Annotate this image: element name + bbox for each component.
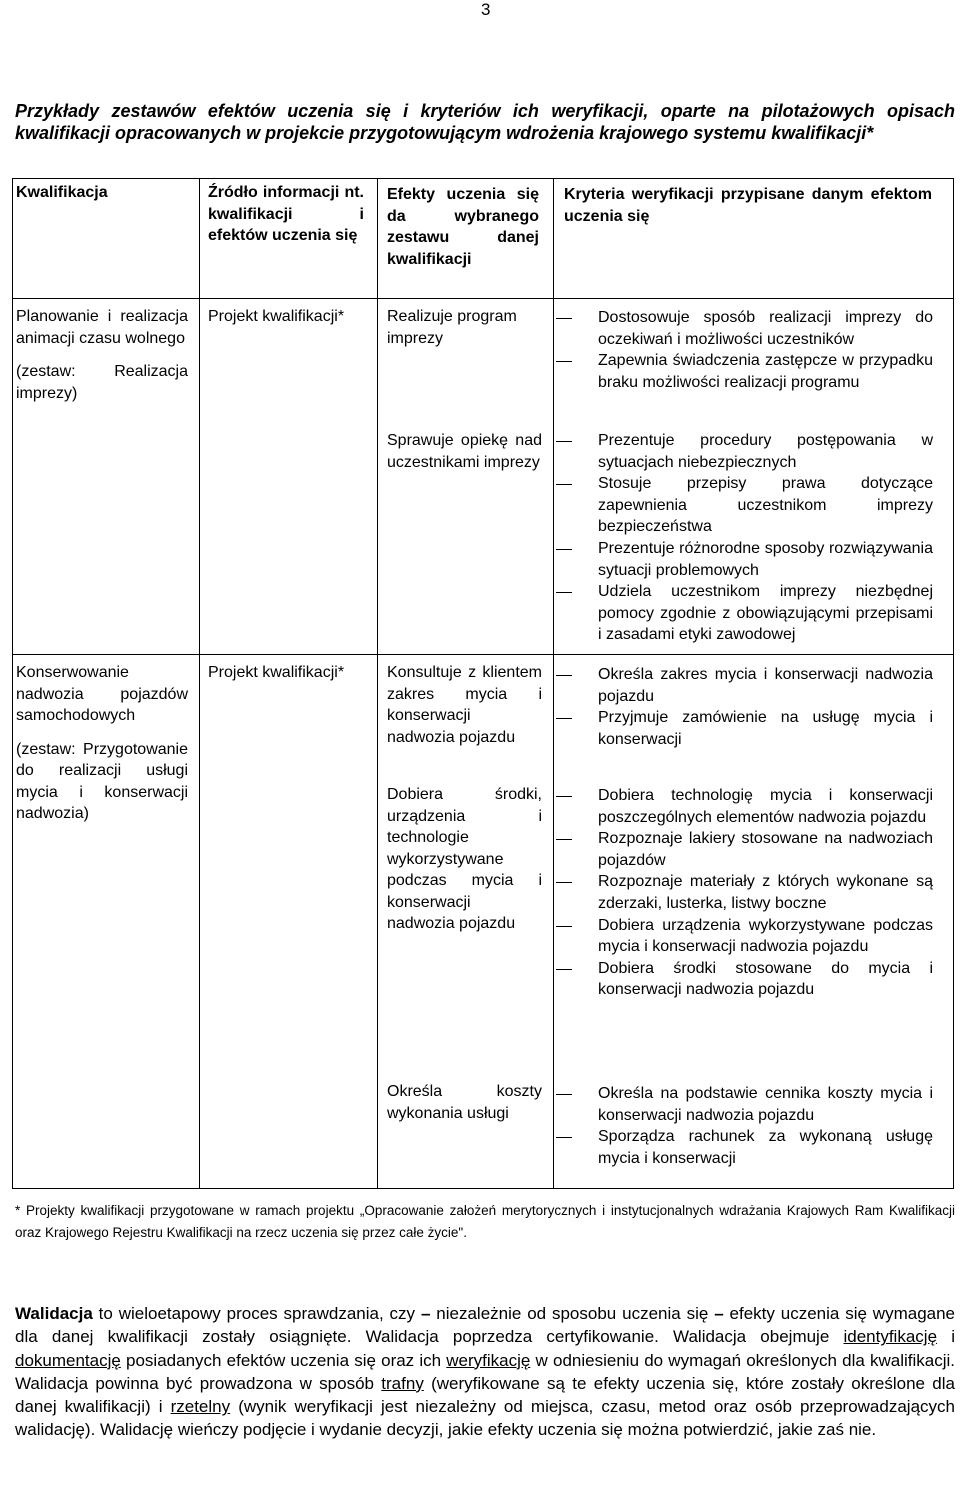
row1-source: Projekt kwalifikacji* [208, 308, 345, 325]
table-header-divider [12, 298, 954, 299]
criterion-item: Określa na podstawie cennika koszty mycia i konserwacji nadwozia pojazdu [556, 1083, 933, 1126]
page-number: 3 [481, 0, 491, 19]
text-segment: posiadanych efektów uczenia się oraz ich [120, 1350, 447, 1370]
text-segment: to wieloetapowy proces sprawdzania, czy [92, 1304, 421, 1323]
underlined-term: dokumentację [15, 1350, 121, 1370]
table-border-left [12, 178, 13, 1189]
validation-paragraph [15, 1302, 955, 1442]
criterion-item: Dostosowuje sposób realizacji imprezy do oczekiwań i możliwości uczestników [556, 307, 933, 350]
criterion-item: Przyjmuje zamówienie na usługę mycia i konserwacji [556, 707, 933, 750]
text-segment: efekty uczenia się wymagane dla danej kwalifikacji zostały osiągnięte. Walidacja poprzedza certyfikowanie. Walidacja obejmuje [15, 1304, 956, 1347]
table-border-right [953, 178, 954, 1189]
table-column-divider [553, 178, 554, 1189]
text-segment: niezależnie od sposobu uczenia się [430, 1304, 715, 1323]
header-criteria: Kryteria weryfikacji przypisane danym efektom uczenia się [564, 186, 932, 225]
row2-outcome3: Określa koszty wykonania usługi [387, 1083, 542, 1122]
term-walidacja: Walidacja [15, 1304, 93, 1323]
row1-criteria1-list [556, 307, 933, 393]
criterion-item: Stosuje przepisy prawa dotyczące zapewnienia uczestnikom imprezy bezpieczeństwa [556, 473, 933, 538]
text-segment: (wynik weryfikacji jest niezależny od miejsca, czasu, metod oraz osób przeprowadzających walidację). Walidację wieńczy podjęcie i wydanie decyzji, jakie efekty uczenia się można potwierdzić, jakie zaś nie. [15, 1397, 955, 1440]
criterion-item: Dobiera technologię mycia i konserwacji poszczególnych elementów nadwozia pojazdu [556, 785, 933, 828]
row1-qualification-name: Planowanie i realizacja animacji czasu wolnego [16, 308, 188, 347]
footnote: * Projekty kwalifikacji przygotowane w ramach projektu „Opracowanie założeń merytorycznych i instytucjonalnych wdrażania Krajowych Ram Kwalifikacji oraz Krajowego Rejestru Kwalifikacji na rzecz uczenia się przez całe życie". [15, 1203, 955, 1240]
qualifications-table [12, 178, 954, 1188]
row1-outcome1: Realizuje program imprezy [387, 308, 517, 347]
criterion-item: Rozpoznaje materiały z których wykonane są zderzaki, lusterka, listwy boczne [556, 871, 933, 914]
criterion-item: Prezentuje różnorodne sposoby rozwiązywania sytuacji problemowych [556, 538, 933, 581]
row2-qualification [16, 662, 188, 825]
row2-criteria1-list [556, 664, 933, 750]
table-row-divider [12, 654, 954, 655]
criterion-item: Prezentuje procedury postępowania w sytuacjach niebezpiecznych [556, 430, 933, 473]
header-outcomes: Efekty uczenia się da wybranego zestawu danej kwalifikacji [387, 186, 539, 268]
row2-criteria3-list [556, 1083, 933, 1169]
row2-qualification-name: Konserwowanie nadwozia pojazdów samochodowych [16, 664, 188, 724]
table-column-divider [199, 178, 200, 1189]
criterion-item: Rozpoznaje lakiery stosowane na nadwoziach pojazdów [556, 828, 933, 871]
header-source: Źródło informacji nt. kwalifikacji i efektów uczenia się [208, 184, 364, 244]
criterion-item: Dobiera urządzenia wykorzystywane podczas mycia i konserwacji nadwozia pojazdu [556, 915, 933, 958]
row2-outcome1: Konsultuje z klientem zakres mycia i konserwacji nadwozia pojazdu [387, 664, 542, 746]
row2-source: Projekt kwalifikacji* [208, 664, 345, 681]
page-title: Przykłady zestawów efektów uczenia się i kryteriów ich weryfikacji, oparte na pilotażowych opisach kwalifikacji opracowanych w projekcie przygotowującym wdrożenia krajowego systemu kwalifikacji* [15, 101, 955, 143]
text-segment: (weryfikowane są te efekty uczenia się, które zostały określone dla danej kwalifikacji) i [15, 1373, 955, 1417]
table-border-bottom [12, 1188, 954, 1189]
underlined-term: trafny [381, 1373, 424, 1393]
dash: – [420, 1304, 431, 1323]
text-segment: w odniesieniu do wymagań określonych dla kwalifikacji. Walidacja powinna być prowadzona w sposób [15, 1350, 955, 1393]
underlined-term: identyfikację [843, 1327, 938, 1347]
criterion-item: Zapewnia świadczenia zastępcze w przypadku braku możliwości realizacji programu [556, 350, 933, 393]
criterion-item: Dobiera środki stosowane do mycia i konserwacji nadwozia pojazdu [556, 958, 933, 1001]
underlined-term: weryfikację [446, 1350, 531, 1370]
row1-qualification [16, 306, 188, 404]
table-border-top [12, 178, 954, 179]
row2-set: (zestaw: Przygotowanie do realizacji usługi mycia i konserwacji nadwozia) [16, 740, 188, 822]
text-segment: i [937, 1327, 955, 1347]
row2-outcome2: Dobiera środki, urządzenia i technologie wykorzystywane podczas mycia i konserwacji nadwozia pojazdu [387, 786, 542, 932]
criterion-item: Określa zakres mycia i konserwacji nadwozia pojazdu [556, 664, 933, 707]
criterion-item: Udziela uczestnikom imprezy niezbędnej pomocy zgodnie z obowiązującymi przepisami i zasadami etyki zawodowej [556, 581, 933, 646]
row2-criteria2-list [556, 785, 933, 1001]
table-column-divider [377, 178, 378, 1189]
row1-set: (zestaw: Realizacja imprezy) [16, 363, 188, 402]
dash: – [714, 1304, 724, 1323]
criterion-item: Sporządza rachunek za wykonaną usługę mycia i konserwacji [556, 1126, 933, 1169]
header-qualification: Kwalifikacja [16, 184, 108, 201]
row1-criteria2-list [556, 430, 933, 646]
underlined-term: rzetelny [170, 1397, 231, 1417]
row1-outcome2: Sprawuje opiekę nad uczestnikami imprezy [387, 432, 542, 471]
